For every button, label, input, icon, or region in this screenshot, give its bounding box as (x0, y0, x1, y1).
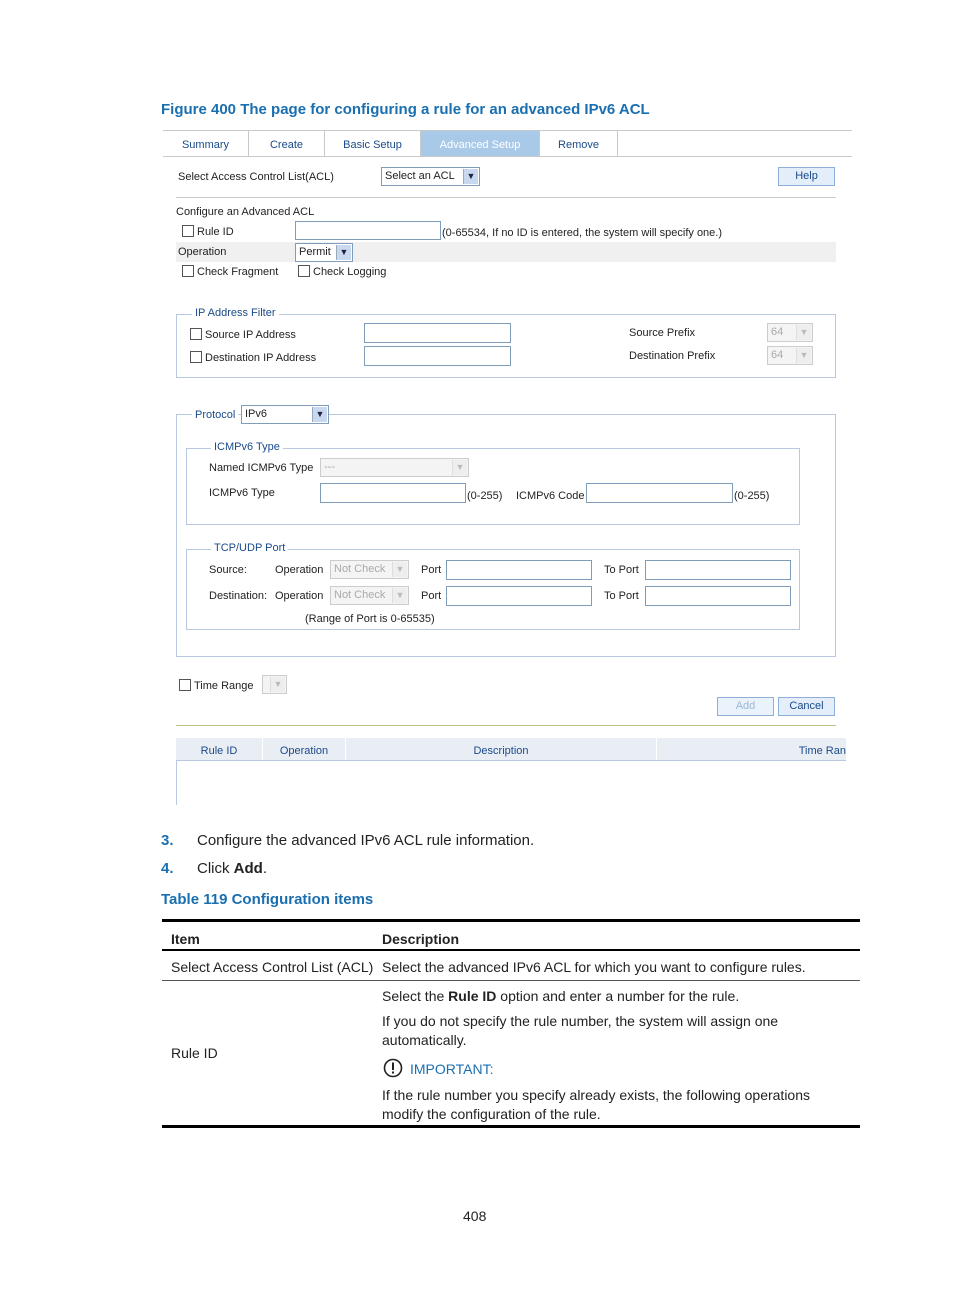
acl-label: Select Access Control List(ACL) (178, 171, 334, 183)
row2-p1-prefix: Select the (382, 988, 449, 1004)
tcp-dest-operation-label: Operation (275, 590, 324, 602)
page-number: 408 (463, 1208, 487, 1224)
operation-select-value: Permit (299, 246, 331, 258)
row2-p1-bold: Rule ID (448, 988, 497, 1004)
tab-bar (163, 130, 852, 157)
dest-prefix-value: 64 (771, 349, 784, 361)
row1-item: Select Access Control List (ACL) (171, 959, 374, 975)
step-text-bold: Add (233, 860, 263, 877)
tcp-source-operation-label: Operation (275, 564, 324, 576)
important-icon (383, 1058, 403, 1078)
divider (176, 725, 836, 726)
source-prefix-value: 64 (771, 326, 784, 338)
rule-id-checkbox[interactable] (182, 225, 194, 237)
time-range-checkbox[interactable] (179, 679, 191, 691)
icmp-type-input[interactable] (320, 483, 466, 503)
tab-remove[interactable]: Remove (540, 131, 618, 156)
add-button[interactable]: Add (717, 697, 774, 716)
table-header-rule (162, 949, 860, 951)
row2-p1 (382, 987, 739, 1006)
named-icmp-value: --- (324, 461, 335, 473)
check-logging-label: Check Logging (313, 266, 387, 278)
th-item: Item (171, 931, 200, 947)
time-range-label: Time Range (194, 680, 254, 692)
dest-prefix-select[interactable] (767, 346, 813, 365)
col-rule-id[interactable]: Rule ID (176, 738, 263, 760)
table-caption: Table 119 Configuration items (161, 891, 374, 908)
check-fragment-checkbox[interactable] (182, 265, 194, 277)
ip-filter-legend: IP Address Filter (192, 307, 279, 319)
col-operation[interactable]: Operation (263, 738, 346, 760)
protocol-select-value: IPv6 (245, 408, 268, 420)
operation-row (176, 242, 836, 262)
rule-id-label: Rule ID (197, 226, 234, 238)
step-text-prefix: Click (197, 860, 234, 877)
chevron-down-icon: ▼ (336, 245, 351, 260)
config-heading: Configure an Advanced ACL (176, 206, 315, 218)
chevron-down-icon: ▼ (392, 588, 407, 603)
icmp-type-label: ICMPv6 Type (209, 487, 275, 499)
rule-id-hint: (0-65534, If no ID is entered, the system will specify one.) (442, 227, 723, 239)
operation-select[interactable] (295, 243, 353, 262)
named-icmp-label: Named ICMPv6 Type (209, 462, 314, 474)
tcp-source-port-label: Port (421, 564, 442, 576)
tab-basic-setup[interactable]: Basic Setup (325, 131, 421, 156)
col-time-range[interactable]: Time Ran (798, 745, 846, 757)
operation-label: Operation (178, 246, 227, 258)
tab-advanced-setup[interactable]: Advanced Setup (421, 131, 540, 156)
protocol-select[interactable] (241, 405, 329, 424)
tcp-source-to-port-input[interactable] (645, 560, 791, 580)
tab-create[interactable]: Create (249, 131, 325, 156)
chevron-down-icon: ▼ (312, 407, 327, 422)
tcp-dest-operation-value: Not Check (334, 589, 386, 601)
step-3 (161, 832, 535, 849)
tab-summary[interactable]: Summary (163, 131, 249, 156)
figure-title: Figure 400 The page for configuring a rule for an advanced IPv6 ACL (161, 101, 650, 118)
tcp-dest-to-port-label: To Port (604, 590, 639, 602)
source-prefix-label: Source Prefix (629, 327, 696, 339)
dest-ip-label: Destination IP Address (205, 352, 317, 364)
cancel-button[interactable]: Cancel (778, 697, 835, 716)
source-ip-input[interactable] (364, 323, 511, 343)
table-bottom-rule (162, 1125, 860, 1128)
col-description[interactable]: Description (346, 738, 657, 760)
tcp-source-operation-value: Not Check (334, 563, 386, 575)
icmp-code-range: (0-255) (734, 490, 770, 502)
step-4 (161, 860, 268, 877)
protocol-legend: Protocol (192, 409, 238, 421)
chevron-down-icon: ▼ (796, 325, 811, 340)
chevron-down-icon: ▼ (463, 169, 478, 184)
chevron-down-icon: ▼ (452, 460, 467, 475)
tcp-source-operation-select[interactable] (330, 560, 409, 579)
row2-p2: If you do not specify the rule number, the system will assign one automatically. (382, 1013, 779, 1048)
source-ip-checkbox[interactable] (190, 328, 202, 340)
chevron-down-icon: ▼ (270, 677, 285, 692)
step-text (197, 860, 267, 877)
row-divider (162, 980, 860, 981)
acl-select[interactable] (381, 167, 480, 186)
row2-p3: If the rule number you specify already exists, the following operations modify the configuration of the rule. (382, 1087, 811, 1122)
help-button[interactable]: Help (778, 167, 835, 186)
table-border (176, 761, 177, 805)
tcp-dest-label: Destination: (209, 590, 268, 602)
step-text: Configure the advanced IPv6 ACL rule information. (197, 832, 535, 849)
tcp-dest-port-label: Port (421, 590, 442, 602)
icmp-legend: ICMPv6 Type (211, 441, 283, 453)
named-icmp-select[interactable] (320, 458, 469, 477)
tcp-source-to-port-label: To Port (604, 564, 639, 576)
tcp-source-port-input[interactable] (446, 560, 592, 580)
tcp-dest-operation-select[interactable] (330, 586, 409, 605)
rule-id-input[interactable] (295, 221, 441, 240)
tcp-dest-to-port-input[interactable] (645, 586, 791, 606)
row2-item: Rule ID (171, 1045, 218, 1061)
port-range-note: (Range of Port is 0-65535) (305, 613, 435, 625)
step-number: 4. (161, 860, 174, 877)
check-logging-checkbox[interactable] (298, 265, 310, 277)
row2-p1-suffix: option and enter a number for the rule. (496, 988, 740, 1004)
icmp-code-input[interactable] (586, 483, 733, 503)
chevron-down-icon: ▼ (796, 348, 811, 363)
tcp-udp-legend: TCP/UDP Port (211, 542, 288, 554)
dest-ip-checkbox[interactable] (190, 351, 202, 363)
table-top-rule (162, 919, 860, 922)
th-description: Description (382, 931, 460, 947)
important-label: IMPORTANT: (410, 1061, 494, 1077)
source-ip-label: Source IP Address (205, 329, 296, 341)
rule-table-header (176, 738, 846, 761)
step-text-suffix: . (262, 860, 268, 877)
acl-select-value: Select an ACL (385, 170, 455, 182)
row1-desc: Select the advanced IPv6 ACL for which you want to configure rules. (382, 959, 806, 975)
tcp-dest-port-input[interactable] (446, 586, 592, 606)
divider (176, 197, 836, 198)
tcp-source-label: Source: (209, 564, 247, 576)
icmp-type-range: (0-255) (467, 490, 503, 502)
source-prefix-select[interactable] (767, 323, 813, 342)
icmp-code-label: ICMPv6 Code (516, 490, 585, 502)
time-range-select[interactable] (262, 675, 287, 694)
check-fragment-label: Check Fragment (197, 266, 279, 278)
dest-prefix-label: Destination Prefix (629, 350, 716, 362)
dest-ip-input[interactable] (364, 346, 511, 366)
chevron-down-icon: ▼ (392, 562, 407, 577)
step-number: 3. (161, 832, 174, 849)
